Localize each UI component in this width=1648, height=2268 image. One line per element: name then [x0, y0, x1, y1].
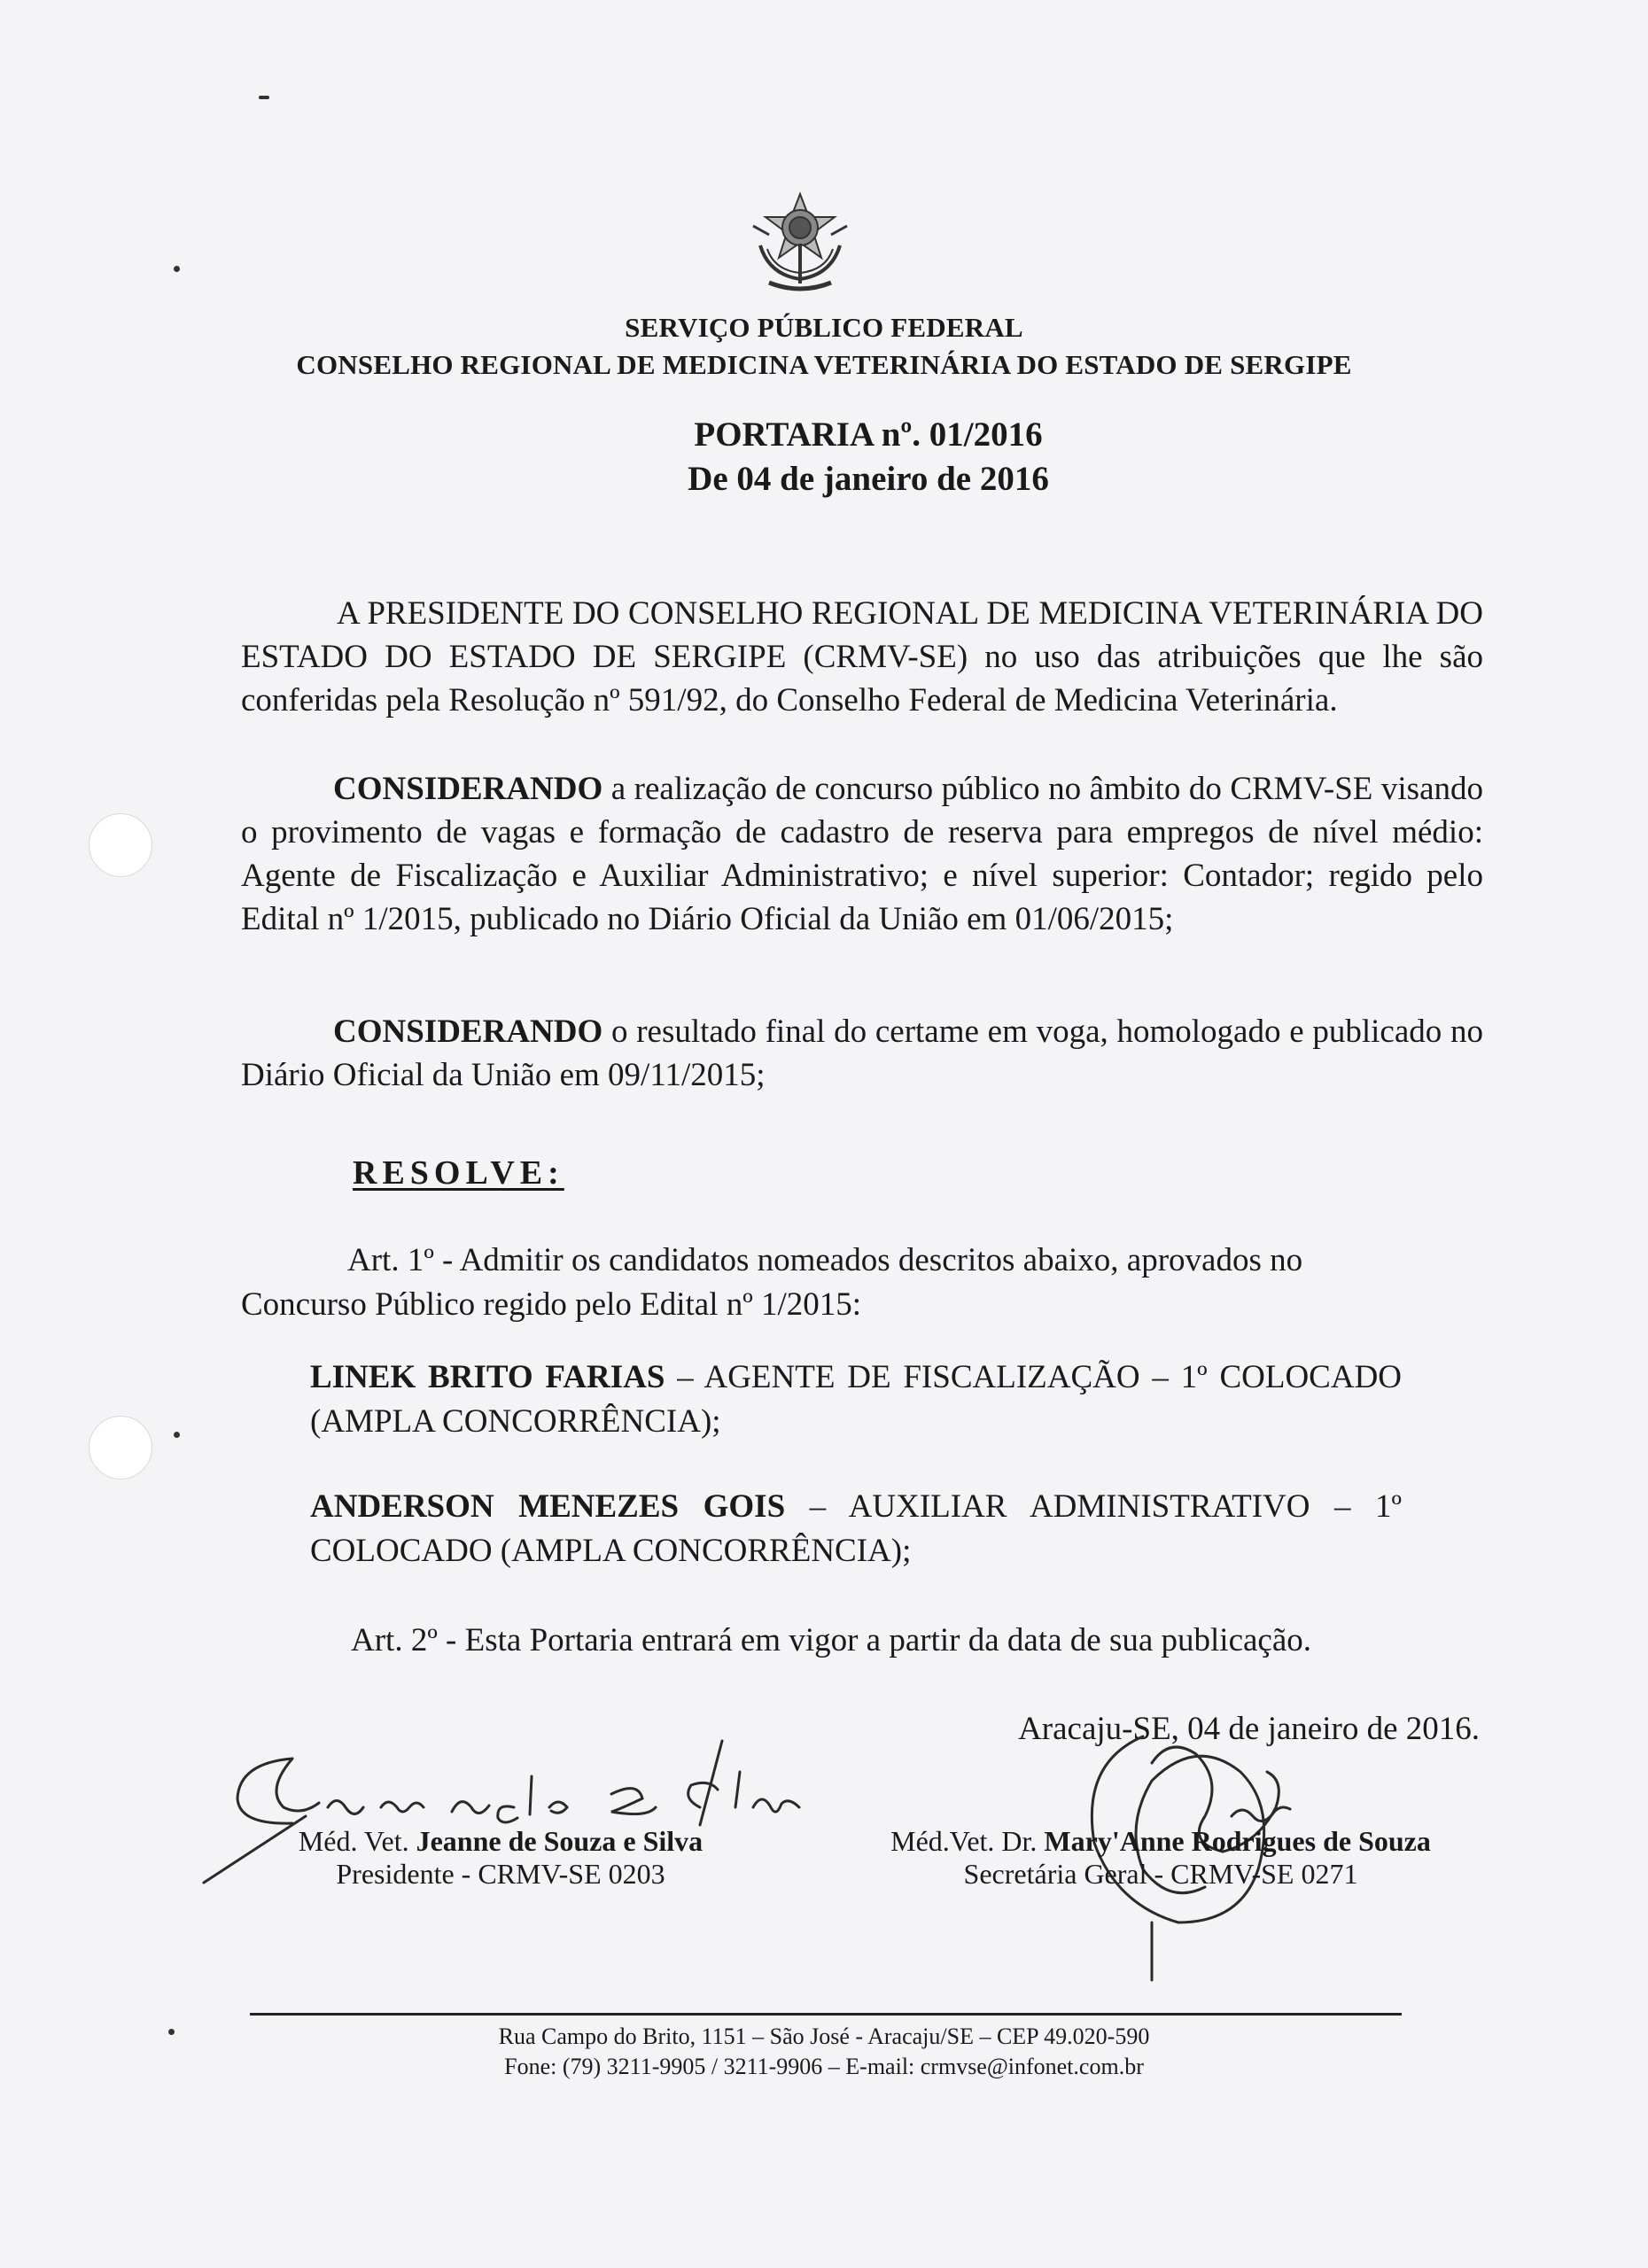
portaria-number: PORTARIA nº. 01/2016 — [694, 416, 1043, 454]
considerando-paragraph-1 — [241, 767, 1483, 941]
footer-divider — [250, 2013, 1402, 2016]
portaria-date: De 04 de janeiro de 2016 — [688, 460, 1049, 498]
article-1-text: Art. 1º - Admitir os candidatos nomeados descritos abaixo, aprovados no Concurso Público regido pelo Edital nº 1/2015: — [241, 1242, 1303, 1323]
signer-president — [226, 1825, 775, 1891]
punch-hole — [89, 813, 152, 877]
considerando-text: o resultado final do certame em voga, homologado e publicado no Diário Oficial da União em 09/11/2015; — [241, 1014, 1483, 1093]
considerando-paragraph-2 — [241, 1010, 1483, 1097]
punch-hole — [89, 1416, 152, 1480]
signer-name-line — [226, 1825, 775, 1858]
signer-prefix: Méd.Vet. Dr. — [890, 1825, 1045, 1857]
footer-contact: Fone: (79) 3211-9905 / 3211-9906 – E-mail: crmvse@infonet.com.br — [504, 2054, 1144, 2079]
signer-role: Presidente - CRMV-SE 0203 — [336, 1858, 665, 1890]
intro-text: A PRESIDENTE DO CONSELHO REGIONAL DE MEDICINA VETERINÁRIA DO ESTADO DO ESTADO DE SERGIPE (CRMV-SE) no uso das atribuições que lhe são conferidas pela Resolução nº 591/92, do Conselho Federal de Medicina Veterinária. — [241, 595, 1483, 718]
candidate-entry — [310, 1355, 1402, 1444]
intro-paragraph — [241, 592, 1483, 722]
footer-address: Rua Campo do Brito, 1151 – São José - Aracaju/SE – CEP 49.020-590 — [498, 2023, 1150, 2049]
resolve-heading: RESOLVE: — [353, 1154, 564, 1192]
signer-prefix: Méd. Vet. — [298, 1825, 416, 1857]
candidate-name: ANDERSON MENEZES GOIS — [310, 1488, 786, 1525]
considerando-text: a realização de concurso público no âmbito do CRMV-SE visando o provimento de vagas e formação de cadastro de reserva para empregos de nível médio: Agente de Fiscalização e Auxiliar Administrativo; e nível superior: Contador; regido pelo Edital nº 1/2015, publicado no Diário Oficial da União em 01/06/2015; — [241, 771, 1483, 937]
header-council: CONSELHO REGIONAL DE MEDICINA VETERINÁRIA DO ESTADO DE SERGIPE — [296, 349, 1352, 380]
signer-name: Jeanne de Souza e Silva — [416, 1825, 704, 1857]
candidate-entry — [310, 1485, 1402, 1573]
candidate-name: LINEK BRITO FARIAS — [310, 1359, 665, 1395]
place-date: Aracaju-SE, 04 de janeiro de 2016. — [1018, 1711, 1480, 1747]
brazil-coat-of-arms-icon — [742, 190, 858, 297]
scan-speck — [174, 1432, 180, 1438]
signer-role: Secretária Geral - CRMV-SE 0271 — [963, 1858, 1358, 1890]
signer-name-line — [815, 1825, 1506, 1858]
candidate-detail: – AUXILIAR ADMINISTRATIVO – 1º COLOCADO (AMPLA CONCORRÊNCIA); — [310, 1488, 1403, 1569]
candidate-detail: – AGENTE DE FISCALIZAÇÃO – 1º COLOCADO (AMPLA CONCORRÊNCIA); — [310, 1359, 1403, 1440]
signer-secretary — [815, 1825, 1506, 1891]
article-2: Art. 2º - Esta Portaria entrará em vigor a partir da data de sua publicação. — [351, 1622, 1312, 1658]
considerando-keyword: CONSIDERANDO — [333, 1014, 603, 1050]
considerando-keyword: CONSIDERANDO — [333, 771, 603, 807]
header-service: SERVIÇO PÚBLICO FEDERAL — [625, 312, 1023, 343]
article-1 — [241, 1239, 1402, 1327]
scan-speck — [174, 266, 180, 272]
signer-name: Mary'Anne Rodrigues de Souza — [1044, 1825, 1431, 1857]
scan-speck — [259, 96, 269, 99]
